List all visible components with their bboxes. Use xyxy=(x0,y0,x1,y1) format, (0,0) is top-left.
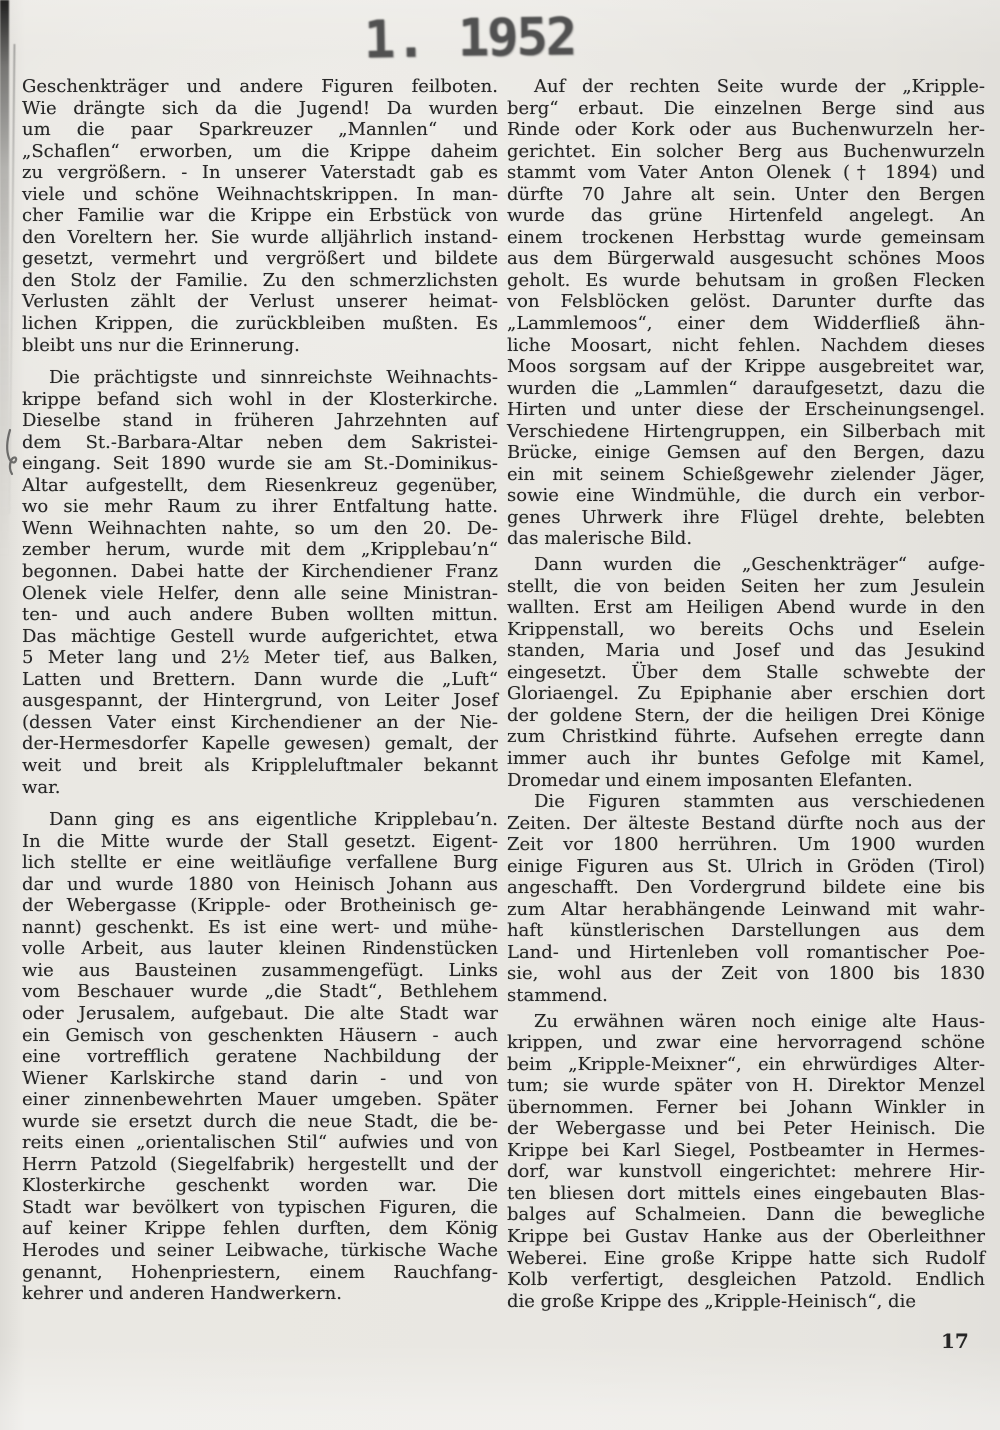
text-line: Dann wurden die „Geschenkträger“ aufge- xyxy=(534,554,985,576)
stamp-year: 1952 xyxy=(457,7,576,69)
text-line: Altar aufgestellt, dem Riesenkreuz gegenüber, xyxy=(22,474,498,496)
text-line: geholt. Es wurde behutsam in großen Flecken xyxy=(507,269,985,291)
left-text-column xyxy=(22,76,498,1305)
text-line: den Voreltern her. Sie wurde alljährlich instand- xyxy=(22,226,498,248)
text-line: das malerische Bild. xyxy=(507,528,693,550)
text-line: balges auf Schalmeien. Dann die bewegliche xyxy=(507,1204,985,1226)
text-line: von Felsblöcken gelöst. Darunter durfte das xyxy=(507,291,985,313)
text-line: Geschenkträger und andere Figuren feilboten. xyxy=(22,76,498,97)
text-line: Hirten und unter diese der Erscheinungsengel. xyxy=(507,399,985,421)
text-line: angeschafft. Den Vordergrund bildete eine bis xyxy=(507,877,985,899)
text-line: Stadt war bevölkert von typischen Figuren, die xyxy=(22,1196,498,1218)
text-line: wo sie mehr Raum zu ihrer Entfaltung hatte. xyxy=(22,496,498,518)
text-line: eingang. Seit 1890 wurde sie am St.-Dominikus- xyxy=(22,453,498,475)
text-line: zember herum, wurde mit dem „Kripplebau’n“ xyxy=(22,539,498,561)
text-line: Verschiedene Hirtengruppen, ein Silberbach mit xyxy=(507,420,985,442)
text-line: dem St.-Barbara-Altar neben dem Sakristei- xyxy=(22,431,498,453)
text-line: Olenek viele Helfer, denn alle seine Ministran- xyxy=(22,582,498,604)
text-line: Dann ging es ans eigentliche Kripplebau’n. xyxy=(49,809,498,831)
text-line: war. xyxy=(22,776,61,798)
pen-mark-artifact xyxy=(0,428,22,476)
text-line: wurde sie ersetzt durch die neue Stadt, die be- xyxy=(22,1110,498,1132)
page-number: 17 xyxy=(941,1329,969,1353)
text-line: stellt, die von beiden Seiten her zum Jesulein xyxy=(507,575,985,597)
text-line: vom Beschauer wurde „die Stadt“, Bethlehem xyxy=(22,981,498,1003)
text-line: lich stellte er eine weitläufige verfallene Burg xyxy=(22,852,498,874)
text-line: reits einen „orientalischen Stil“ aufwies und von xyxy=(22,1132,498,1154)
text-line: den Stolz der Familie. Zu den schmerzlichsten xyxy=(22,269,498,291)
text-line: einem trockenen Herbsttag wurde gemeinsam xyxy=(507,226,985,248)
text-line: berg“ erbaut. Die einzelnen Berge sind aus xyxy=(507,97,985,119)
text-line: Weberei. Eine große Krippe hatte sich Rudolf xyxy=(507,1247,985,1269)
paragraph xyxy=(507,554,985,791)
text-line: genannt, Hohenpriestern, einem Rauchfang- xyxy=(22,1261,498,1283)
text-line: dürfte 70 Jahre alt sein. Unter den Bergen xyxy=(507,183,985,205)
text-line: Wie drängte sich da die Jugend! Da wurden xyxy=(22,97,498,119)
paragraph xyxy=(507,1011,985,1313)
text-line: ausgespannt, der Hintergrund, von Leiter Josef xyxy=(22,690,498,712)
text-line: gerichtet. Ein solcher Berg aus Buchenwurzeln xyxy=(507,140,985,162)
text-line: eine vortrefflich geratene Nachbildung der xyxy=(22,1046,498,1068)
text-line: standen, Maria und Josef und das Jesukind xyxy=(507,640,985,662)
text-line: zum Altar herabhängende Leinwand mit wahr- xyxy=(507,898,985,920)
text-line: Rinde oder Kork oder aus Buchenwurzeln her- xyxy=(507,119,985,141)
text-line: Kolb verfertigt, desgleichen Patzold. Endlich xyxy=(507,1269,985,1291)
text-line: Wiener Karlskirche stand darin - und von xyxy=(22,1067,498,1089)
text-line: dorf, war kunstvoll eingerichtet: mehrere Hir- xyxy=(507,1161,985,1183)
text-line: wurde das grüne Hirtenfeld angelegt. An xyxy=(507,205,985,227)
stamp-issue-number: 1. xyxy=(363,9,428,71)
text-line: sowie eine Windmühle, die durch ein verbor- xyxy=(507,485,985,507)
text-line: sie, wohl aus der Zeit von 1800 bis 1830 xyxy=(507,963,985,985)
text-line: Dieselbe stand in früheren Jahrzehnten auf xyxy=(22,410,498,432)
text-line: nannt) geschenkt. Es ist eine wert- und mühe- xyxy=(22,916,498,938)
text-line: einer zinnenbewehrten Mauer umgeben. Später xyxy=(22,1089,498,1111)
text-line: Krippenstall, wo bereits Ochs und Eselein xyxy=(507,618,985,640)
text-line: stammend. xyxy=(507,984,608,1006)
text-line: Moos sorgsam auf der Krippe ausgebreitet war, xyxy=(507,356,985,378)
text-line: eingesetzt. Über dem Stalle schwebte der xyxy=(507,661,985,683)
text-line: Krippe bei Gustav Hanke aus der Oberleithner xyxy=(507,1225,985,1247)
text-line: haft künstlerischen Darstellungen aus dem xyxy=(507,920,985,942)
text-line: Zeit vor 1800 herrühren. Um 1900 wurden xyxy=(507,834,985,856)
text-line: die große Krippe des „Kripple-Heinisch“, die xyxy=(507,1290,916,1312)
text-line: wallten. Erst am Heiligen Abend wurde in den xyxy=(507,597,985,619)
text-line: der goldene Stern, der die heiligen Drei Könige xyxy=(507,704,985,726)
text-line: ein mit seinem Schießgewehr zielender Jäger, xyxy=(507,463,985,485)
text-line: Klosterkirche geschenkt worden war. Die xyxy=(22,1175,498,1197)
text-line: Wenn Weihnachten nahte, so um den 20. De- xyxy=(22,517,498,539)
paragraph xyxy=(22,367,498,798)
text-line: genes Uhrwerk ihre Flügel drehte, belebten xyxy=(507,506,985,528)
paragraph xyxy=(507,76,985,550)
text-line: oder Jerusalem, aufgebaut. Die alte Stadt war xyxy=(22,1002,498,1024)
text-line: tum; sie wurde später von H. Direktor Menzel xyxy=(507,1075,985,1097)
text-line: Zeiten. Der älteste Bestand dürfte noch aus der xyxy=(507,812,985,834)
text-line: krippe befand sich wohl in der Klosterkirche. xyxy=(22,388,498,410)
text-line: Zu erwähnen wären noch einige alte Haus- xyxy=(534,1010,985,1032)
text-line: wurden die „Lammlen“ daraufgesetzt, dazu die xyxy=(507,377,985,399)
text-line: viele und schöne Weihnachtskrippen. In man- xyxy=(22,183,498,205)
text-line: einige Figuren aus St. Ulrich in Gröden (Tirol) xyxy=(507,855,985,877)
text-line: In die Mitte wurde der Stall gesetzt. Eigent- xyxy=(22,830,498,852)
paragraph xyxy=(22,809,498,1305)
text-line: „Lammlemoos“, einer dem Widderfließ ähn- xyxy=(507,313,985,335)
text-line: Gloriaengel. Zu Epiphanie aber erschien dort xyxy=(507,683,985,705)
text-line: der Webergasse (Kripple- oder Brotheinisch ge- xyxy=(22,895,498,917)
text-line: Herrn Patzold (Siegelfabrik) hergestellt und der xyxy=(22,1153,498,1175)
text-line: kehrer und anderen Handwerkern. xyxy=(22,1283,342,1305)
text-line: begonnen. Dabei hatte der Kirchendiener Franz xyxy=(22,561,498,583)
text-line: auf keiner Krippe fehlen durften, dem König xyxy=(22,1218,498,1240)
text-line: liche Moosart, nicht fehlen. Nachdem dieses xyxy=(507,334,985,356)
text-line: Die Figuren stammten aus verschiedenen xyxy=(534,791,985,813)
paragraph xyxy=(22,76,498,356)
text-line: immer auch ihr buntes Gefolge mit Kamel, xyxy=(507,747,985,769)
text-line: Auf der rechten Seite wurde der „Kripple- xyxy=(534,76,985,97)
date-stamp xyxy=(0,0,1000,80)
text-line: Latten und Brettern. Dann wurde die „Luft“ xyxy=(22,668,498,690)
text-line: lichen Krippen, die zurückbleiben mußten. Es xyxy=(22,313,498,335)
text-line: um die paar Sparkreuzer „Mannlen“ und xyxy=(22,119,498,141)
text-line: Verlusten zählt der Verlust unserer heimat- xyxy=(22,291,498,313)
text-line: ten- und auch andere Buben wollten mittun. xyxy=(22,604,498,626)
right-text-column xyxy=(507,76,985,1312)
text-line: krippen, und zwar eine hervorragend schöne xyxy=(507,1032,985,1054)
text-line: beim „Kripple-Meixner“, ein ehrwürdiges Alter- xyxy=(507,1053,985,1075)
text-line: aus dem Bürgerwald ausgesucht schönes Moos xyxy=(507,248,985,270)
text-line: wie aus Bausteinen zusammengefügt. Links xyxy=(22,959,498,981)
text-line: cher Familie war die Krippe ein Erbstück von xyxy=(22,205,498,227)
text-line: Das mächtige Gestell wurde aufgerichtet, etwa xyxy=(22,625,498,647)
text-line: übernommen. Ferner bei Johann Winkler in xyxy=(507,1096,985,1118)
text-line: gesetzt, vermehrt und vergrößert und bildete xyxy=(22,248,498,270)
text-line: dar und wurde 1880 von Heinisch Johann aus xyxy=(22,873,498,895)
text-line: Brücke, einige Gemsen auf den Bergen, dazu xyxy=(507,442,985,464)
text-line: ten bliesen dort mittels eines eingebauten Blas- xyxy=(507,1182,985,1204)
text-line: bleibt uns nur die Erinnerung. xyxy=(22,334,300,356)
text-line: der-Hermesdorfer Kapelle gewesen) gemalt, der xyxy=(22,733,498,755)
text-line: Die prächtigste und sinnreichste Weihnachts- xyxy=(49,367,498,389)
text-line: 5 Meter lang und 2½ Meter tief, aus Balken, xyxy=(22,647,498,669)
text-line: Krippe bei Karl Siegel, Postbeamter in Hermes- xyxy=(507,1139,985,1161)
text-line: zum Christkind führte. Aufsehen erregte dann xyxy=(507,726,985,748)
text-line: weit und breit als Krippleluftmaler bekannt xyxy=(22,754,498,776)
text-line: stammt vom Vater Anton Olenek († 1894) und xyxy=(507,162,985,184)
text-line: zu vergrößern. - In unserer Vaterstadt gab es xyxy=(22,162,498,184)
text-line: ein Gemisch von geschenkten Häusern - auch xyxy=(22,1024,498,1046)
text-line: Herodes und seiner Leibwache, türkische Wache xyxy=(22,1239,498,1261)
paragraph xyxy=(507,791,985,1006)
text-line: der Webergasse und bei Peter Heinisch. Die xyxy=(507,1118,985,1140)
text-line: Land- und Hirtenleben voll romantischer Poe- xyxy=(507,941,985,963)
text-line: „Schaflen“ erworben, um die Krippe daheim xyxy=(22,140,498,162)
text-line: Dromedar und einem imposanten Elefanten. xyxy=(507,769,913,791)
text-line: volle Arbeit, aus lauter kleinen Rindenstücken xyxy=(22,938,498,960)
text-line: (dessen Vater einst Kirchendiener an der Nie- xyxy=(22,711,498,733)
